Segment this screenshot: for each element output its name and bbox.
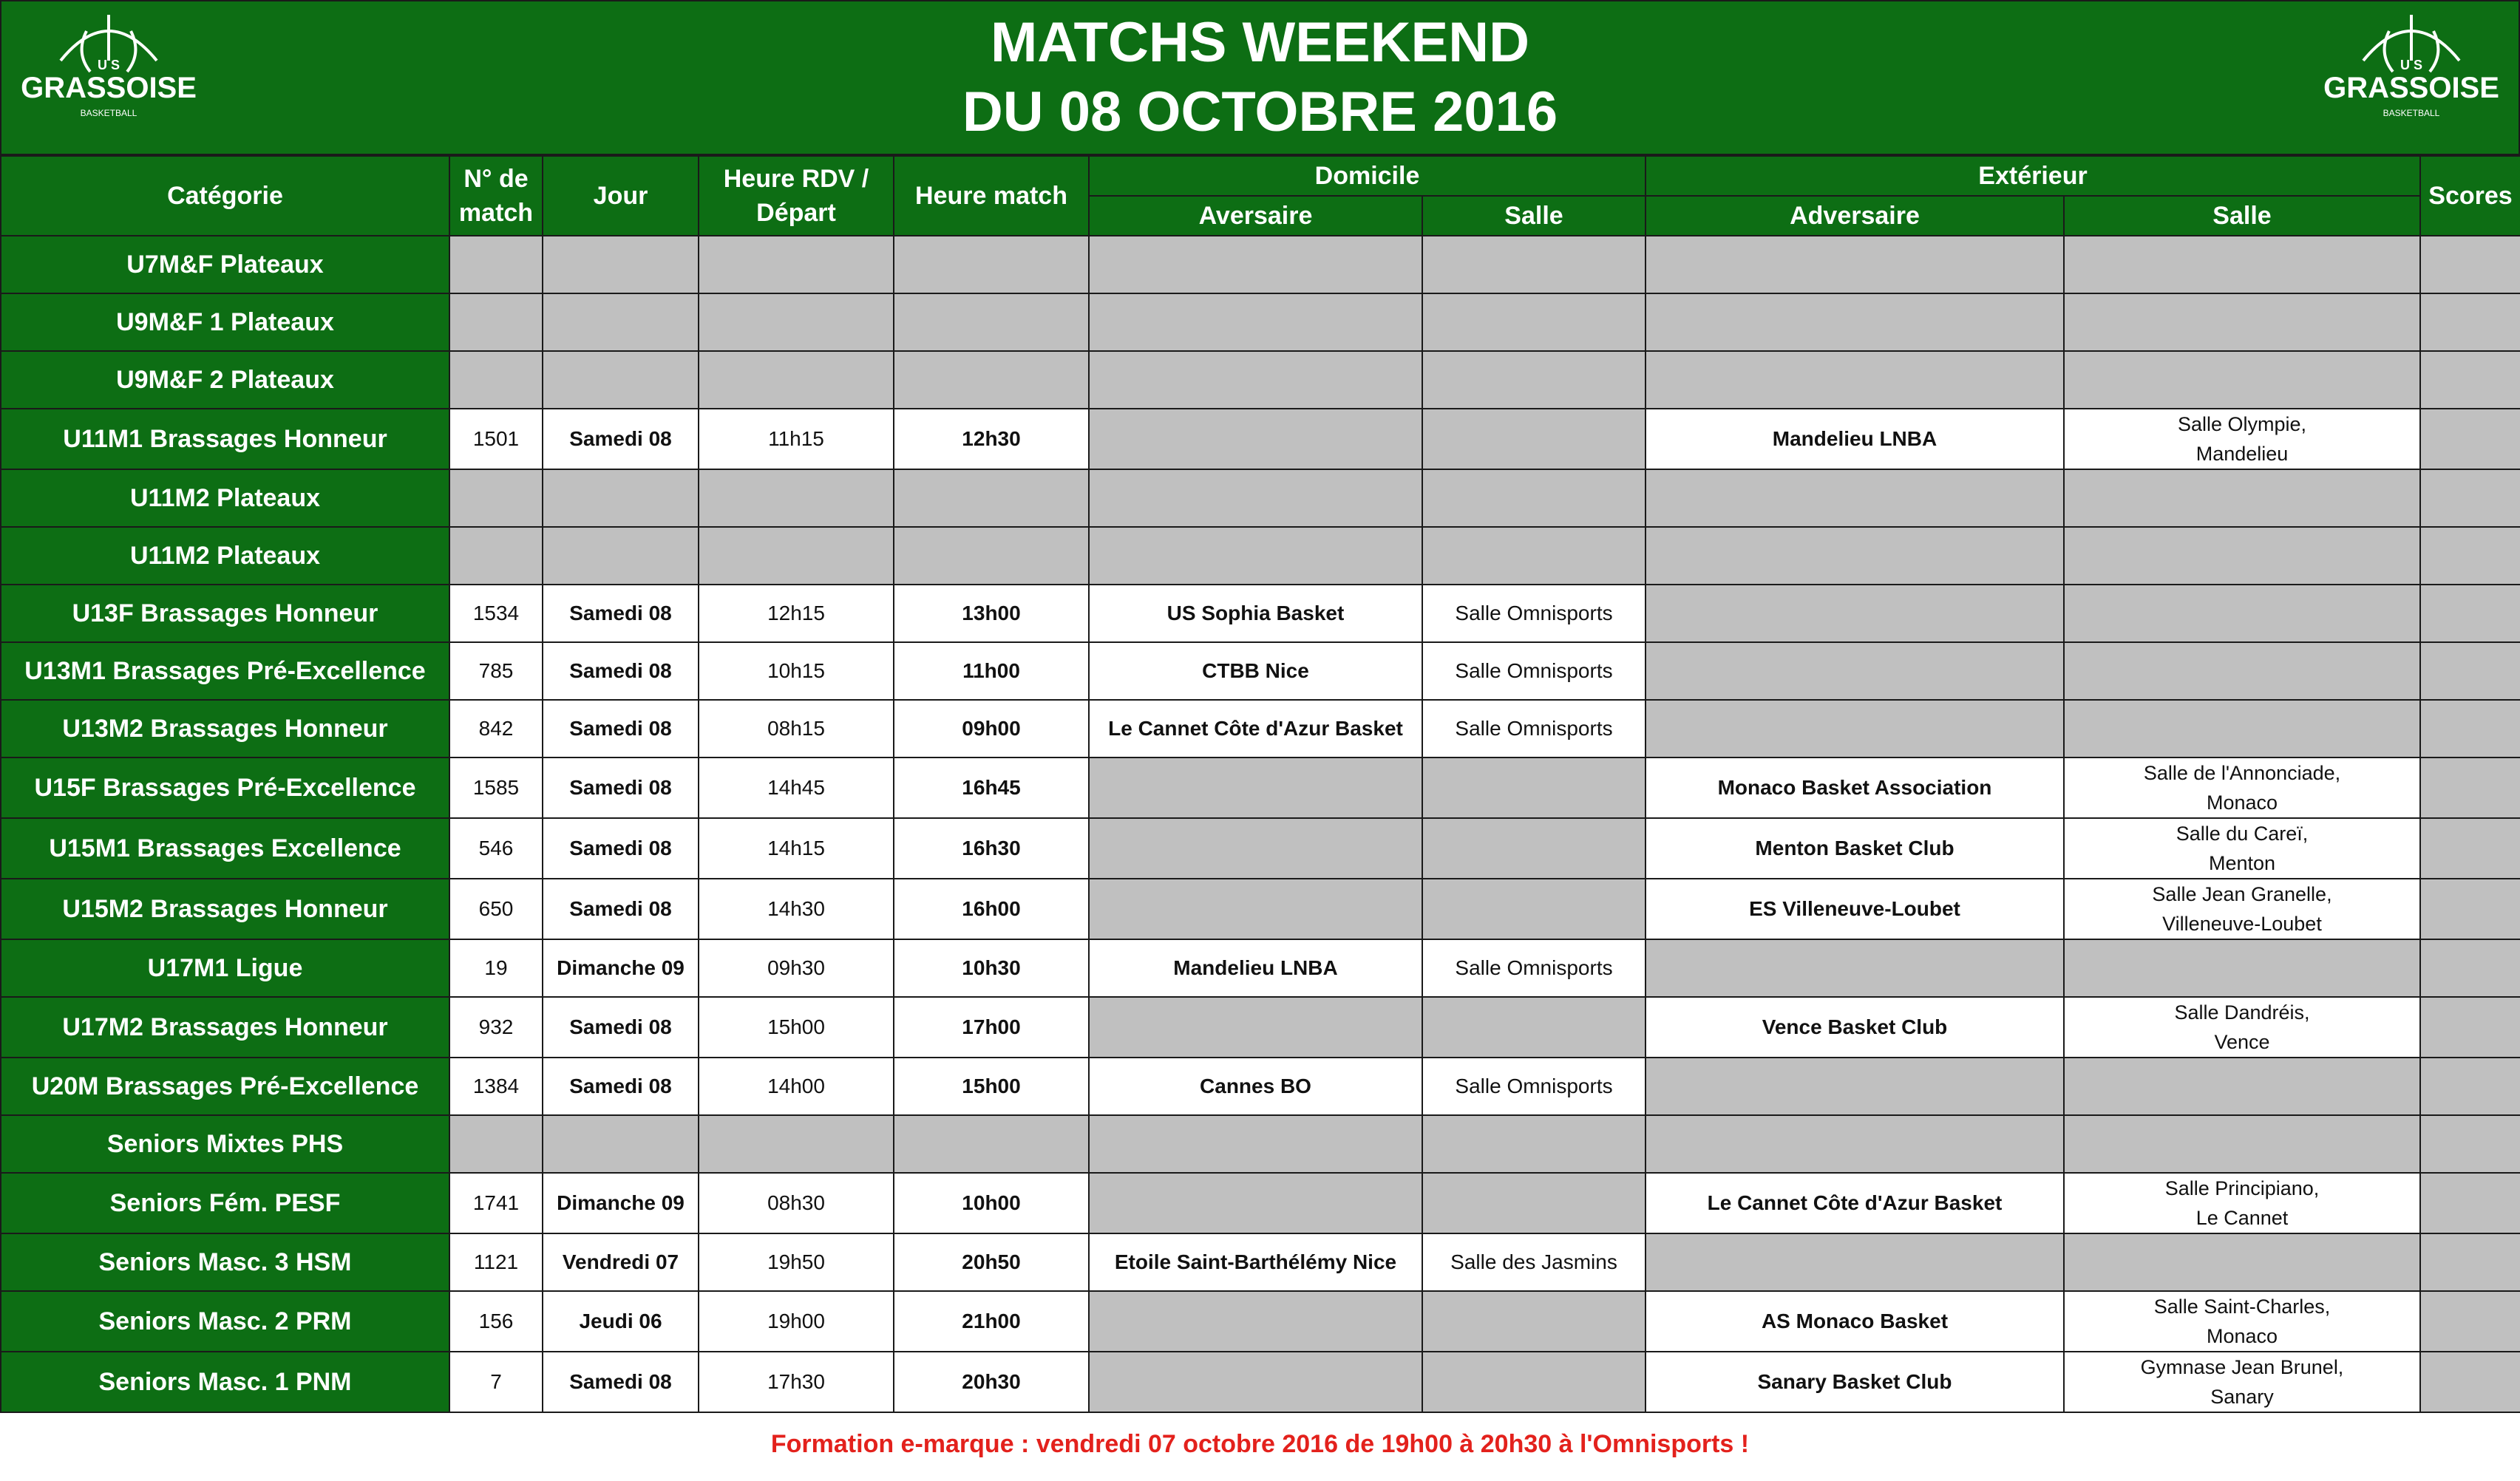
cell-ext-adversaire: Sanary Basket Club [1646,1352,2064,1412]
cell-jour: Samedi 08 [543,642,699,700]
header-exterieur: Extérieur [1646,156,2420,196]
cell-dom-adversaire [1089,818,1422,879]
cell-jour: Samedi 08 [543,700,699,757]
cell-categorie: U11M1 Brassages Honneur [1,409,449,469]
cell-score [2420,1233,2520,1291]
logo-sub-text: BASKETBALL [80,108,137,118]
table-row [1,409,2520,469]
table-row [1,293,2520,351]
matches-table [0,155,2520,1413]
cell-num-match: 842 [449,700,543,757]
cell-dom-adversaire: Etoile Saint-Barthélémy Nice [1089,1233,1422,1291]
cell-num-match: 785 [449,642,543,700]
cell-score [2420,1115,2520,1173]
cell-num-match [449,527,543,585]
cell-heure-match: 09h00 [894,700,1089,757]
cell-categorie: Seniors Masc. 1 PNM [1,1352,449,1412]
cell-dom-adversaire: US Sophia Basket [1089,585,1422,642]
cell-ext-salle: Salle Olympie, Mandelieu [2064,409,2420,469]
cell-ext-adversaire: Monaco Basket Association [1646,757,2064,818]
cell-heure-match: 20h50 [894,1233,1089,1291]
cell-dom-salle: Salle Omnisports [1422,585,1646,642]
cell-score [2420,1173,2520,1233]
cell-categorie: U17M1 Ligue [1,939,449,997]
cell-heure-match: 15h00 [894,1058,1089,1115]
cell-jour: Dimanche 09 [543,1173,699,1233]
table-row [1,469,2520,527]
cell-score [2420,1058,2520,1115]
cell-heure-match: 11h00 [894,642,1089,700]
cell-ext-salle [2064,236,2420,293]
cell-ext-salle [2064,585,2420,642]
club-logo-left [16,9,201,135]
cell-dom-salle [1422,236,1646,293]
cell-ext-adversaire [1646,1233,2064,1291]
cell-ext-salle [2064,939,2420,997]
cell-score [2420,1352,2520,1412]
cell-dom-salle [1422,879,1646,939]
cell-num-match [449,469,543,527]
cell-heure-rdv [699,293,894,351]
cell-dom-adversaire [1089,1352,1422,1412]
cell-score [2420,700,2520,757]
cell-dom-adversaire [1089,293,1422,351]
cell-categorie: U15M2 Brassages Honneur [1,879,449,939]
cell-dom-salle: Salle des Jasmins [1422,1233,1646,1291]
logo-top-text: U S [97,58,120,72]
cell-dom-salle [1422,351,1646,409]
cell-jour: Samedi 08 [543,585,699,642]
cell-jour: Samedi 08 [543,757,699,818]
cell-num-match [449,236,543,293]
cell-ext-adversaire [1646,351,2064,409]
cell-dom-adversaire [1089,1291,1422,1352]
table-row [1,700,2520,757]
cell-heure-match [894,351,1089,409]
cell-num-match: 19 [449,939,543,997]
cell-dom-salle [1422,469,1646,527]
cell-dom-adversaire [1089,409,1422,469]
cell-score [2420,585,2520,642]
cell-categorie: Seniors Mixtes PHS [1,1115,449,1173]
cell-heure-rdv [699,236,894,293]
logo-name-text: GRASSOISE [2323,72,2499,104]
cell-ext-adversaire [1646,700,2064,757]
cell-num-match: 650 [449,879,543,939]
cell-ext-salle [2064,642,2420,700]
cell-heure-rdv: 14h45 [699,757,894,818]
cell-score [2420,351,2520,409]
header-dom-salle: Salle [1422,196,1646,236]
cell-ext-salle [2064,1233,2420,1291]
cell-ext-adversaire [1646,1058,2064,1115]
cell-ext-salle: Salle Jean Granelle, Villeneuve-Loubet [2064,879,2420,939]
cell-jour: Jeudi 06 [543,1291,699,1352]
cell-categorie: U13F Brassages Honneur [1,585,449,642]
cell-categorie: U7M&F Plateaux [1,236,449,293]
cell-score [2420,236,2520,293]
logo-sub-text: BASKETBALL [2383,108,2440,118]
cell-num-match: 1384 [449,1058,543,1115]
cell-heure-rdv: 14h15 [699,818,894,879]
table-row [1,527,2520,585]
cell-heure-rdv: 09h30 [699,939,894,997]
cell-num-match: 7 [449,1352,543,1412]
cell-heure-rdv: 12h15 [699,585,894,642]
cell-ext-adversaire [1646,1115,2064,1173]
cell-jour: Samedi 08 [543,997,699,1058]
cell-jour: Vendredi 07 [543,1233,699,1291]
cell-dom-salle [1422,1115,1646,1173]
cell-jour: Samedi 08 [543,1352,699,1412]
cell-ext-salle: Salle Principiano, Le Cannet [2064,1173,2420,1233]
cell-categorie: Seniors Fém. PESF [1,1173,449,1233]
cell-ext-adversaire [1646,236,2064,293]
table-row [1,1058,2520,1115]
cell-num-match: 1585 [449,757,543,818]
cell-dom-salle [1422,997,1646,1058]
cell-ext-adversaire [1646,585,2064,642]
basketball-logo-icon [16,9,201,135]
cell-num-match: 932 [449,997,543,1058]
cell-heure-rdv [699,527,894,585]
cell-dom-salle: Salle Omnisports [1422,642,1646,700]
cell-dom-salle [1422,818,1646,879]
cell-ext-adversaire: Le Cannet Côte d'Azur Basket [1646,1173,2064,1233]
cell-score [2420,527,2520,585]
cell-num-match: 1501 [449,409,543,469]
cell-heure-match [894,527,1089,585]
cell-num-match [449,1115,543,1173]
cell-jour [543,351,699,409]
cell-ext-adversaire [1646,469,2064,527]
cell-dom-adversaire [1089,351,1422,409]
table-row [1,818,2520,879]
cell-categorie: U11M2 Plateaux [1,527,449,585]
cell-score [2420,409,2520,469]
cell-ext-salle: Salle Dandréis, Vence [2064,997,2420,1058]
table-row [1,351,2520,409]
cell-score [2420,293,2520,351]
cell-dom-adversaire [1089,1115,1422,1173]
cell-ext-adversaire [1646,939,2064,997]
cell-heure-rdv: 15h00 [699,997,894,1058]
table-row [1,1173,2520,1233]
cell-heure-rdv [699,351,894,409]
cell-ext-adversaire [1646,293,2064,351]
cell-score [2420,997,2520,1058]
cell-jour: Samedi 08 [543,879,699,939]
table-row [1,757,2520,818]
cell-heure-match: 13h00 [894,585,1089,642]
cell-dom-salle [1422,293,1646,351]
cell-heure-rdv: 19h50 [699,1233,894,1291]
cell-num-match [449,293,543,351]
cell-jour [543,527,699,585]
cell-categorie: U15F Brassages Pré-Excellence [1,757,449,818]
header-categorie: Catégorie [1,156,449,236]
cell-num-match: 546 [449,818,543,879]
cell-heure-rdv: 14h30 [699,879,894,939]
cell-heure-match: 16h00 [894,879,1089,939]
cell-heure-rdv: 11h15 [699,409,894,469]
cell-ext-salle [2064,1115,2420,1173]
cell-heure-match [894,293,1089,351]
cell-categorie: U15M1 Brassages Excellence [1,818,449,879]
cell-score [2420,1291,2520,1352]
cell-heure-rdv: 14h00 [699,1058,894,1115]
cell-heure-rdv: 17h30 [699,1352,894,1412]
cell-categorie: U11M2 Plateaux [1,469,449,527]
cell-ext-adversaire: Mandelieu LNBA [1646,409,2064,469]
cell-categorie: U9M&F 1 Plateaux [1,293,449,351]
logo-top-text: U S [2400,58,2423,72]
header-ext-adversaire: Adversaire [1646,196,2064,236]
table-row [1,642,2520,700]
cell-dom-adversaire [1089,1173,1422,1233]
cell-score [2420,818,2520,879]
cell-jour: Samedi 08 [543,818,699,879]
cell-categorie: U20M Brassages Pré-Excellence [1,1058,449,1115]
cell-heure-rdv: 10h15 [699,642,894,700]
cell-categorie: U13M2 Brassages Honneur [1,700,449,757]
header-dom-adversaire: Aversaire [1089,196,1422,236]
cell-heure-match: 21h00 [894,1291,1089,1352]
cell-categorie: Seniors Masc. 2 PRM [1,1291,449,1352]
header-ext-salle: Salle [2064,196,2420,236]
cell-heure-rdv [699,1115,894,1173]
cell-dom-adversaire: Le Cannet Côte d'Azur Basket [1089,700,1422,757]
cell-ext-salle [2064,351,2420,409]
table-row [1,1233,2520,1291]
cell-dom-adversaire [1089,879,1422,939]
cell-dom-salle [1422,527,1646,585]
cell-categorie: U17M2 Brassages Honneur [1,997,449,1058]
cell-categorie: U13M1 Brassages Pré-Excellence [1,642,449,700]
cell-jour: Dimanche 09 [543,939,699,997]
cell-ext-salle [2064,527,2420,585]
header-heure-match: Heure match [894,156,1089,236]
cell-heure-match: 10h00 [894,1173,1089,1233]
cell-heure-match [894,469,1089,527]
cell-dom-salle [1422,1291,1646,1352]
cell-jour: Samedi 08 [543,1058,699,1115]
cell-score [2420,469,2520,527]
cell-ext-adversaire: ES Villeneuve-Loubet [1646,879,2064,939]
cell-ext-salle: Salle du Careï, Menton [2064,818,2420,879]
logo-name-text: GRASSOISE [21,72,197,104]
table-row [1,585,2520,642]
cell-score [2420,939,2520,997]
cell-dom-adversaire [1089,236,1422,293]
cell-dom-salle: Salle Omnisports [1422,1058,1646,1115]
cell-dom-adversaire [1089,757,1422,818]
cell-jour: Samedi 08 [543,409,699,469]
cell-dom-adversaire: Mandelieu LNBA [1089,939,1422,997]
cell-ext-salle [2064,469,2420,527]
cell-heure-rdv: 19h00 [699,1291,894,1352]
cell-categorie: U9M&F 2 Plateaux [1,351,449,409]
basketball-logo-icon [2319,9,2504,135]
cell-jour [543,236,699,293]
cell-heure-match: 16h30 [894,818,1089,879]
cell-ext-salle [2064,700,2420,757]
cell-categorie: Seniors Masc. 3 HSM [1,1233,449,1291]
cell-ext-salle [2064,1058,2420,1115]
title-line-2: DU 08 OCTOBRE 2016 [962,81,1558,143]
club-logo-right [2319,9,2504,135]
cell-dom-adversaire [1089,469,1422,527]
table-row [1,997,2520,1058]
table-row [1,1352,2520,1412]
header-heure-rdv: Heure RDV / Départ [699,156,894,236]
cell-ext-salle: Gymnase Jean Brunel, Sanary [2064,1352,2420,1412]
cell-heure-match [894,236,1089,293]
cell-score [2420,757,2520,818]
cell-dom-adversaire: CTBB Nice [1089,642,1422,700]
cell-ext-adversaire [1646,527,2064,585]
cell-jour [543,469,699,527]
cell-num-match [449,351,543,409]
cell-heure-match: 17h00 [894,997,1089,1058]
cell-dom-adversaire: Cannes BO [1089,1058,1422,1115]
cell-ext-adversaire: Menton Basket Club [1646,818,2064,879]
cell-heure-rdv [699,469,894,527]
cell-dom-salle [1422,757,1646,818]
header-scores: Scores [2420,156,2520,236]
cell-dom-salle: Salle Omnisports [1422,700,1646,757]
cell-dom-salle [1422,409,1646,469]
cell-score [2420,879,2520,939]
table-row [1,879,2520,939]
cell-ext-adversaire: AS Monaco Basket [1646,1291,2064,1352]
cell-ext-adversaire: Vence Basket Club [1646,997,2064,1058]
header-domicile: Domicile [1089,156,1646,196]
cell-score [2420,642,2520,700]
cell-heure-rdv: 08h15 [699,700,894,757]
page-title [0,0,2520,155]
cell-dom-adversaire [1089,997,1422,1058]
cell-num-match: 1121 [449,1233,543,1291]
cell-heure-match: 10h30 [894,939,1089,997]
header-jour: Jour [543,156,699,236]
cell-num-match: 1534 [449,585,543,642]
cell-heure-match: 16h45 [894,757,1089,818]
cell-heure-match: 20h30 [894,1352,1089,1412]
cell-dom-adversaire [1089,527,1422,585]
cell-jour [543,293,699,351]
cell-dom-salle: Salle Omnisports [1422,939,1646,997]
cell-ext-salle: Salle Saint-Charles, Monaco [2064,1291,2420,1352]
cell-heure-match: 12h30 [894,409,1089,469]
cell-dom-salle [1422,1173,1646,1233]
cell-ext-salle: Salle de l'Annonciade, Monaco [2064,757,2420,818]
cell-dom-salle [1422,1352,1646,1412]
cell-num-match: 1741 [449,1173,543,1233]
table-row [1,1115,2520,1173]
cell-ext-adversaire [1646,642,2064,700]
cell-heure-rdv: 08h30 [699,1173,894,1233]
cell-ext-salle [2064,293,2420,351]
title-line-1: MATCHS WEEKEND [990,11,1529,74]
table-row [1,939,2520,997]
footer-note: Formation e-marque : vendredi 07 octobre 2016 de 19h00 à 20h30 à l'Omnisports ! [770,1430,1750,1458]
cell-num-match: 156 [449,1291,543,1352]
table-row [1,1291,2520,1352]
header-num-match: N° de match [449,156,543,236]
cell-heure-match [894,1115,1089,1173]
cell-jour [543,1115,699,1173]
table-row [1,236,2520,293]
